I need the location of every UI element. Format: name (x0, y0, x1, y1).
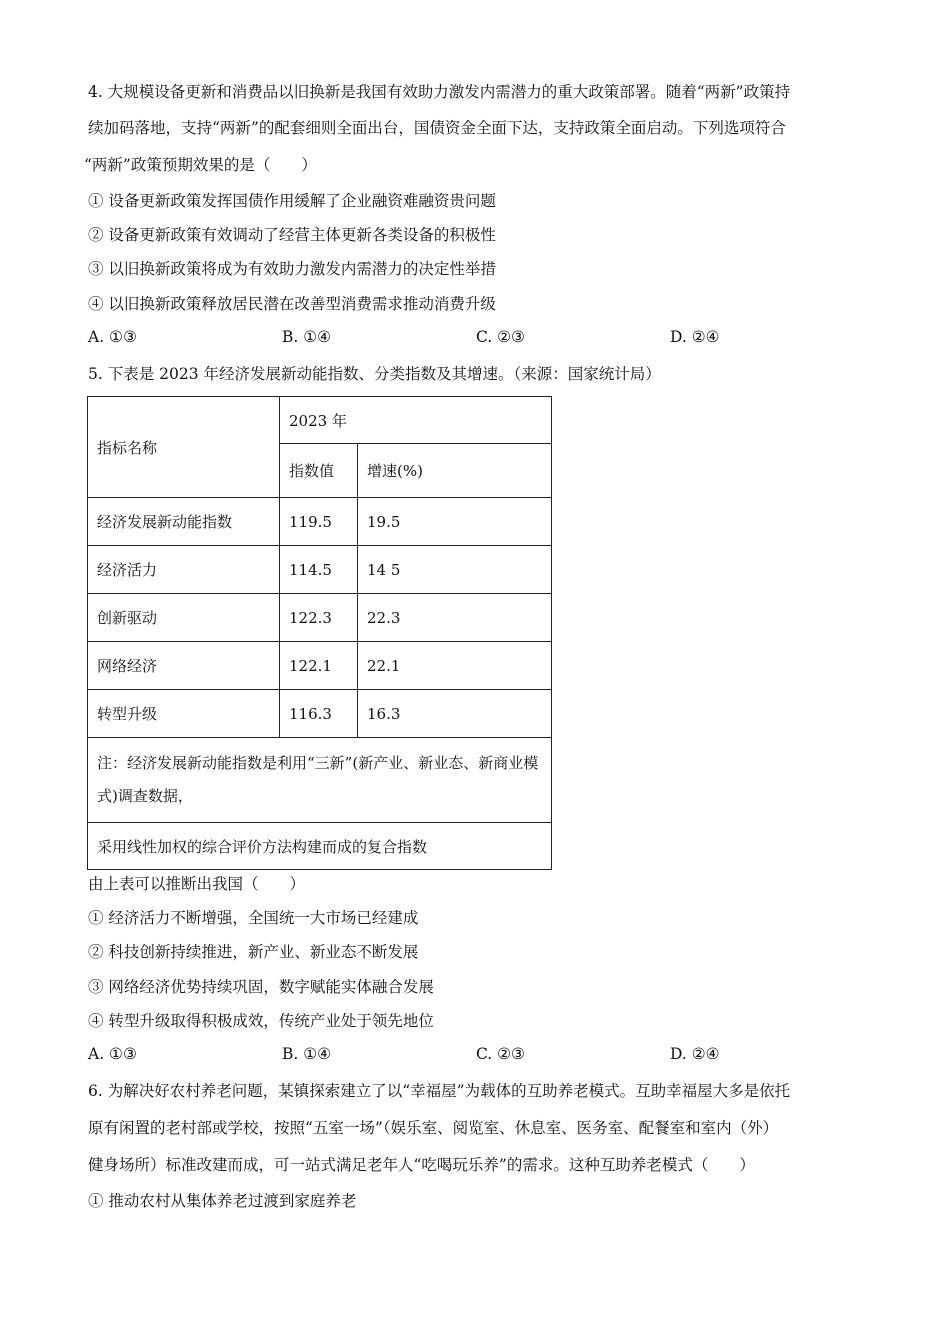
q4-option-4: ④ 以旧换新政策释放居民潜在改善型消费需求推动消费升级 (88, 295, 496, 313)
q4-stem-line-1: 4. 大规模设备更新和消费品以旧换新是我国有效助力激发内需潜力的重大政策部署。随着“两新”政策持 (88, 83, 791, 101)
q5-choices (88, 1045, 848, 1065)
q5-question: 由上表可以推断出我国（ ） (88, 875, 306, 893)
row-growth: 16.3 (358, 690, 552, 738)
table-row (88, 690, 552, 738)
header-indicator-name: 指标名称 (88, 397, 280, 498)
q6-option-1: ① 推动农村从集体养老过渡到家庭养老 (88, 1192, 357, 1210)
table-row (88, 546, 552, 594)
q4-stem-line-2: 续加码落地，支持“两新”的配套细则全面出台，国债资金全面下达，支持政策全面启动。下列选项符合 (88, 119, 786, 137)
q4-choice-b: B. ①④ (282, 328, 332, 346)
row-value: 122.3 (280, 594, 358, 642)
q4-choices (88, 328, 848, 348)
q4-option-1: ① 设备更新政策发挥国债作用缓解了企业融资难融资贵问题 (88, 192, 496, 210)
q5-choice-b: B. ①④ (282, 1045, 332, 1063)
q5-choice-d: D. ②④ (670, 1045, 720, 1063)
row-name: 网络经济 (88, 642, 280, 690)
table-row (88, 642, 552, 690)
table-row (88, 498, 552, 546)
row-name: 创新驱动 (88, 594, 280, 642)
q4-choice-d: D. ②④ (670, 328, 720, 346)
q5-option-1: ① 经济活力不断增强，全国统一大市场已经建成 (88, 909, 419, 927)
q4-stem-line-3: “两新”政策预期效果的是（ ） (84, 156, 317, 174)
row-value: 114.5 (280, 546, 358, 594)
q6-stem-line-1: 6. 为解决好农村养老问题，某镇探索建立了以“幸福屋”为载体的互助养老模式。互助幸福屋大多是依托 (88, 1082, 791, 1100)
row-value: 119.5 (280, 498, 358, 546)
q5-option-4: ④ 转型升级取得积极成效，传统产业处于领先地位 (88, 1012, 434, 1030)
q6-stem-line-3: 健身场所）标准改建而成，可一站式满足老年人“吃喝玩乐养”的需求。这种互助养老模式（ ） (88, 1156, 755, 1174)
row-growth: 14 5 (358, 546, 552, 594)
index-table (87, 396, 552, 870)
table-row (88, 594, 552, 642)
row-growth: 22.1 (358, 642, 552, 690)
row-value: 122.1 (280, 642, 358, 690)
table-note-2: 采用线性加权的综合评价方法构建而成的复合指数 (88, 823, 552, 870)
q5-option-2: ② 科技创新持续推进，新产业、新业态不断发展 (88, 943, 419, 961)
row-name: 经济发展新动能指数 (88, 498, 280, 546)
q4-choice-c: C. ②③ (476, 328, 525, 346)
table-note-1: 注：经济发展新动能指数是利用“三新”(新产业、新业态、新商业模式)调查数据， (88, 738, 552, 823)
header-year: 2023 年 (280, 397, 552, 444)
header-index-value: 指数值 (280, 444, 358, 498)
row-growth: 19.5 (358, 498, 552, 546)
q5-choice-c: C. ②③ (476, 1045, 525, 1063)
q5-choice-a: A. ①③ (88, 1045, 137, 1063)
q4-option-3: ③ 以旧换新政策将成为有效助力激发内需潜力的决定性举措 (88, 260, 496, 278)
q5-option-3: ③ 网络经济优势持续巩固，数字赋能实体融合发展 (88, 978, 434, 996)
row-growth: 22.3 (358, 594, 552, 642)
q6-stem-line-2: 原有闲置的老村部或学校，按照“五室一场”（娱乐室、阅览室、休息室、医务室、配餐室和室内（外） (88, 1119, 779, 1137)
q5-stem: 5. 下表是 2023 年经济发展新动能指数、分类指数及其增速。（来源：国家统计局） (88, 365, 661, 383)
row-value: 116.3 (280, 690, 358, 738)
row-name: 经济活力 (88, 546, 280, 594)
row-name: 转型升级 (88, 690, 280, 738)
q4-choice-a: A. ①③ (88, 328, 137, 346)
header-growth: 增速(%) (358, 444, 552, 498)
q4-option-2: ② 设备更新政策有效调动了经营主体更新各类设备的积极性 (88, 226, 496, 244)
